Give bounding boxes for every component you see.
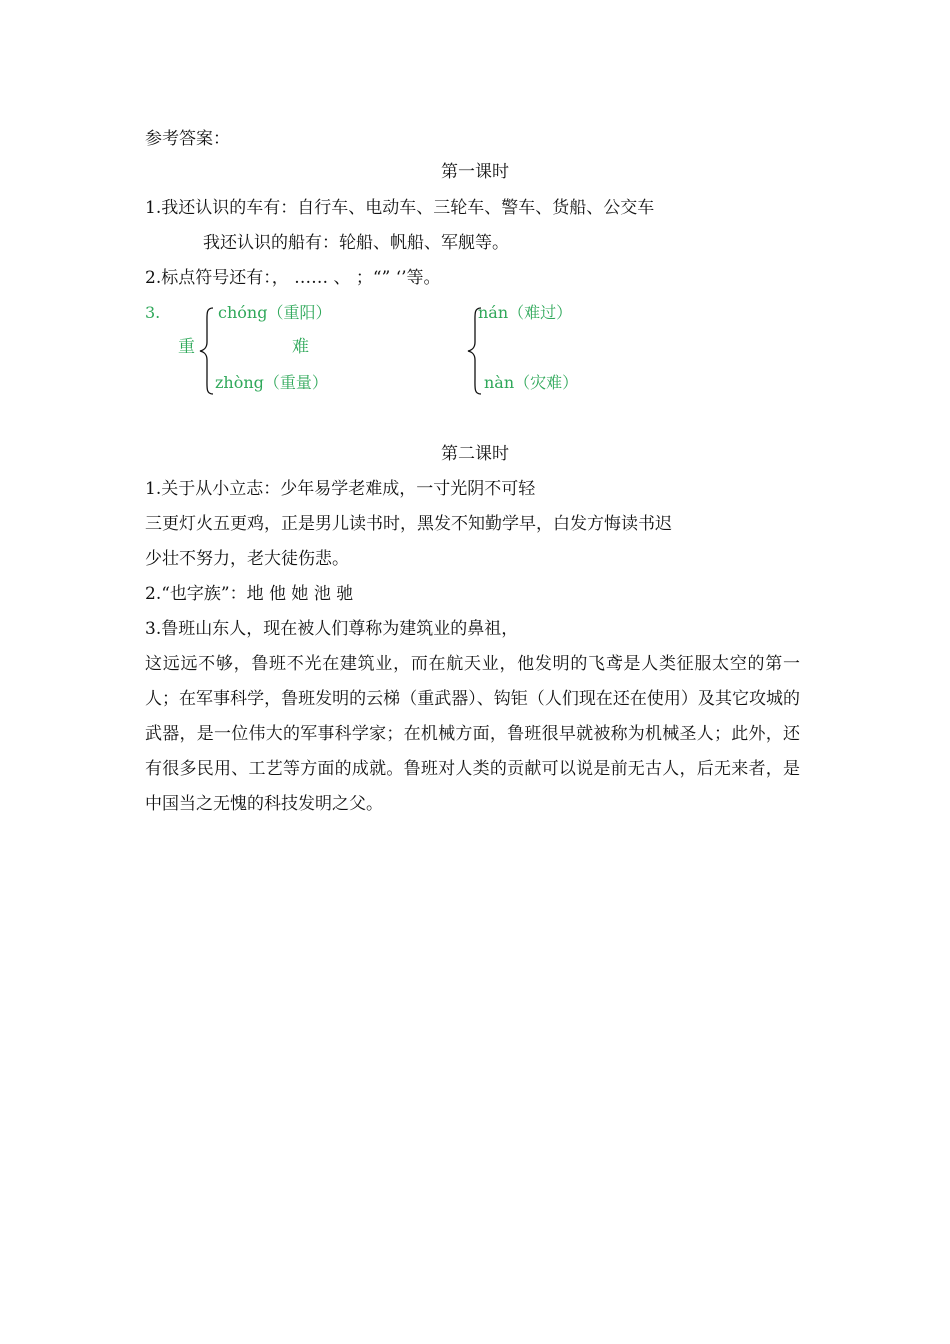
lesson1-title: 第一课时 <box>441 162 509 182</box>
lesson2-q1-line1: 1.关于从小立志：少年易学老难成，一寸光阴不可轻 <box>145 479 536 499</box>
left-brace-icon <box>198 306 216 396</box>
char2: 难 <box>292 337 309 357</box>
answer-heading: 参考答案： <box>145 129 230 149</box>
lesson2-q2: 2.“也字族”：地 他 她 池 驰 <box>145 584 354 604</box>
lesson2-q1-line2: 三更灯火五更鸡，正是男儿读书时，黑发不知勤学早，白发方悔读书迟 <box>145 514 672 534</box>
char2-reading2: nàn（灾难） <box>484 373 579 392</box>
lesson2-q1-line3: 少壮不努力，老大徒伤悲。 <box>145 549 349 569</box>
char2-reading1: nán（难过） <box>478 303 573 322</box>
lesson2-q3-line1: 3.鲁班山东人，现在被人们尊称为建筑业的鼻祖， <box>145 619 519 639</box>
lesson2-q3-paragraph: 这远远不够，鲁班不光在建筑业，而在航天业，他发明的飞鸢是人类征服太空的第一人；在军事科学，鲁班发明的云梯（重武器）、钩钜（人们现在还在使用）及其它攻城的武器，是一位伟大的军事科学家；在机械方面，鲁班很早就被称为机械圣人；此外，还有很多民用、工艺等方面的成就。鲁班对人类的贡献可以说是前无古人，后无来者，是中国当之无愧的科技发明之父。 <box>145 654 800 814</box>
char1-reading2: zhòng（重量） <box>215 373 328 392</box>
char1: 重 <box>178 337 195 357</box>
lesson1-q1-line1: 1.我还认识的车有：自行车、电动车、三轮车、警车、货船、公交车 <box>145 198 655 218</box>
char1-reading1: chóng（重阳） <box>218 303 332 322</box>
q3-number: 3. <box>145 303 161 322</box>
lesson2-title: 第二课时 <box>441 444 509 464</box>
lesson1-q1-line2: 我还认识的船有：轮船、帆船、军舰等。 <box>203 233 509 253</box>
lesson1-q2: 2.标点符号还有：， …… 、 ；“” ‘’等。 <box>145 268 441 288</box>
